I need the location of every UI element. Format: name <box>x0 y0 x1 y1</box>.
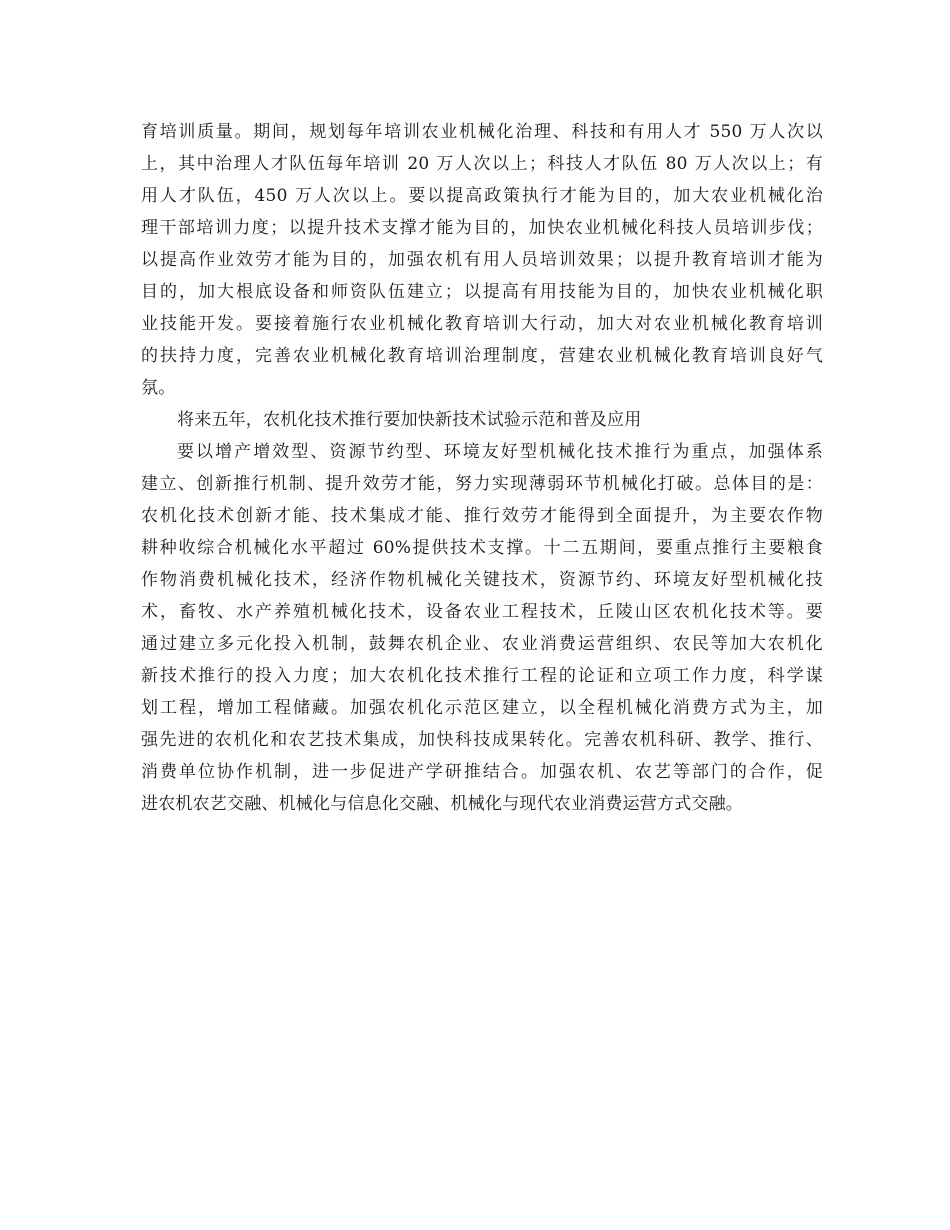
text-line: 作物消费机械化技术，经济作物机械化关键技术，资源节约、环境友好型机械化技 <box>141 570 823 590</box>
text-line: 育培训质量。期间，规划每年培训农业机械化治理、科技和有用人才 550 万人次以 <box>141 122 823 142</box>
text-line: 理干部培训力度；以提升技术支撑才能为目的，加快农业机械化科技人员培训步伐； <box>141 218 823 238</box>
text-line: 以提高作业效劳才能为目的，加强农机有用人员培训效果；以提升教育培训才能为 <box>141 250 823 270</box>
paragraph-training <box>141 116 823 404</box>
text-line: 消费单位协作机制，进一步促进产学研推结合。加强农机、农艺等部门的合作，促 <box>141 762 823 782</box>
text-line: 进农机农艺交融、机械化与信息化交融、机械化与现代农业消费运营方式交融。 <box>141 794 743 814</box>
text-line: 通过建立多元化投入机制，鼓舞农机企业、农业消费运营组织、农民等加大农机化 <box>141 634 823 654</box>
text-line: 强先进的农机化和农艺技术集成，加快科技成果转化。完善农机科研、教学、推行、 <box>141 730 823 750</box>
text-line: 氛。 <box>141 378 176 398</box>
text-line: 业技能开发。要接着施行农业机械化教育培训大行动，加大对农业机械化教育培训 <box>141 314 823 334</box>
text-line: 的扶持力度，完善农业机械化教育培训治理制度，营建农业机械化教育培训良好气 <box>141 346 823 366</box>
document-body <box>141 116 823 820</box>
text-line: 划工程，增加工程储藏。加强农机化示范区建立，以全程机械化消费方式为主，加 <box>141 698 823 718</box>
text-line: 建立、创新推行机制、提升效劳才能，努力实现薄弱环节机械化打破。总体目的是： <box>141 474 823 494</box>
text-line: 农机化技术创新才能、技术集成才能、推行效劳才能得到全面提升，为主要农作物 <box>141 506 823 526</box>
paragraph-promotion <box>141 436 823 820</box>
text-line: 上，其中治理人才队伍每年培训 20 万人次以上；科技人才队伍 80 万人次以上；有 <box>141 154 823 174</box>
text-line: 目的，加大根底设备和师资队伍建立；以提高有用技能为目的，加快农业机械化职 <box>141 282 823 302</box>
text-line: 术，畜牧、水产养殖机械化技术，设备农业工程技术，丘陵山区农机化技术等。要 <box>141 602 823 622</box>
text-line: 耕种收综合机械化水平超过 60%提供技术支撑。十二五期间，要重点推行主要粮食 <box>141 538 823 558</box>
text-line: 新技术推行的投入力度；加大农机化技术推行工程的论证和立项工作力度，科学谋 <box>141 666 823 686</box>
text-line: 用人才队伍，450 万人次以上。要以提高政策执行才能为目的，加大农业机械化治 <box>141 186 823 206</box>
text-line: 要以增产增效型、资源节约型、环境友好型机械化技术推行为重点，加强体系 <box>177 442 823 462</box>
section-heading: 将来五年，农机化技术推行要加快新技术试验示范和普及应用 <box>177 410 642 430</box>
